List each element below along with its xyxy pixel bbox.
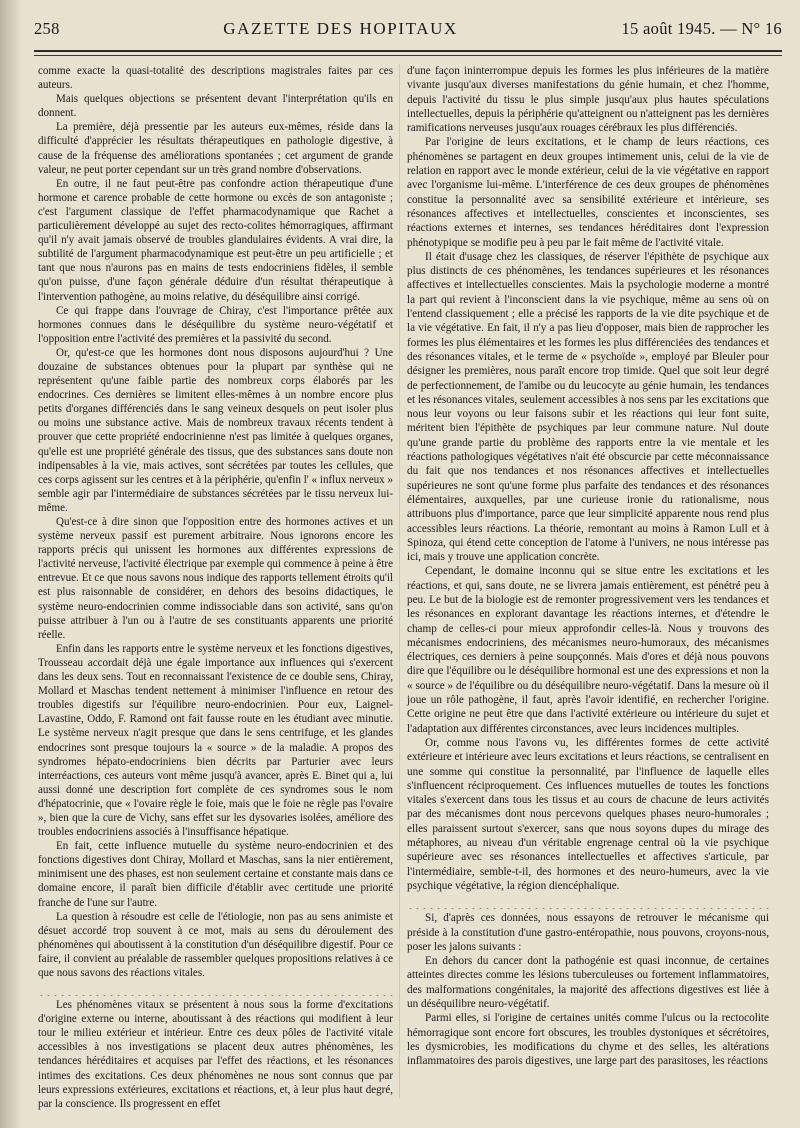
right-column	[407, 64, 769, 1068]
paragraph: Les phénomènes vitaux se présentent à nous sous la forme d'excitations d'origine externe ou interne, aboutissant à des réactions qui modifient à leur tour le milieu extérieur et intérieur. Entre ces deux pôles de l'activité vitale accessibles à nos investigations se placent deux autres phénomènes, les tendances héréditaires et acquises par l'effet des réactions, et les résonances intimes des excitations. Ces deux phénomènes ne nous sont connus que par leurs expressions extérieures, excitations et réactions, et, à leur plus haut degré, par la conscience. Ils progressent en effet	[38, 999, 393, 1110]
paragraph: Par l'origine de leurs excitations, et le champ de leurs réactions, ces phénomènes se partagent en deux groupes intimement unis, celui de la vie de relation en rapport avec le monde extérieur, celui de la vie végétative en rapport avec l'organisme lui-même. L'interférence de ces deux groupes de phénomènes constitue la personnalité avec sa sensibilité extérieure et intérieure, ses résonances affectives et intellectuelles, conscientes et inconscientes, ses réactions externes et internes, ses tendances héréditaires dont l'expression phénotypique se modifie peu à peu par le fait même de l'activité vitale.	[407, 136, 769, 249]
column-divider	[399, 64, 400, 1098]
paragraph: comme exacte la quasi-totalité des descriptions magistrales faites par ces auteurs.	[38, 65, 393, 92]
paragraph: Qu'est-ce à dire sinon que l'opposition entre des hormones actives et un système nerveux passif est purement arbitraire. Nous ignorons encore les rapports précis qui unissent les hormones aux différentes expressions de l'activité nerveuse, l'activité électrique par exemple qui commence à peine à être entrevue. Et ce que nous savons nous indique des rapports tellement étroits qu'il est plus raisonnable de considérer, en dehors des besoins didactiques, le système neuro-endocrinien comme indissociable dans son activité, sans qu'on puisse attribuer à l'un ou à l'autre de ses constituants apparents une priorité réelle.	[38, 516, 393, 641]
paragraph: Or, comme nous l'avons vu, les différentes formes de cette activité extérieure et intérieure avec leurs excitations et leurs réactions, se centralisent en une somme qui constitue la personnalité, par l'influence de laquelle elles s'influencent réciproquement. Ces influences mutuelles de toutes les fonctions vitales s'exercent dans tous les tissus et au cours de chacune de leurs activités par des mécanismes dont nous percevons quelques phases neuro-humorales ; elles paraissent surtout s'exercer, sans que nous soyons dupes du mirage des métaphores, au niveau d'un véritable engrenage central où la vie psychique supérieure avec ses résonances intellectuelles et affectives s'articule, par l'intermédiaire, semble-t-il, des hormones et des neuro-humeurs, avec la vie psychique végétative, la région diencéphalique.	[407, 736, 769, 892]
page-binding-shadow	[0, 0, 22, 1128]
paragraph: d'une façon ininterrompue depuis les formes les plus inférieures de la matière vivante jusqu'aux diverses manifestations du génie humain, et chez l'homme, depuis l'activité du tissu le plus simple jusqu'aux plus hautes spéculations intellectuelles, depuis la périphérie qu'atteignent ou n'atteignent pas les dernières ramifications nerveuses jusqu'aux rouages cérébraux les plus différenciés.	[407, 65, 769, 135]
page-header	[34, 14, 782, 44]
paragraph: La question à résoudre est celle de l'étiologie, non pas au sens animiste et désuet accordé trop souvent à ce mot, mais au sens du déroulement des phénomènes qui aboutissent à la constitution d'un déséquilibre digestif. Pour ce faire, il convient au préalable de rassembler quelques propositions relatives à ce que nous savons des réactions vitales.	[38, 910, 393, 979]
paragraph: La première, déjà pressentie par les auteurs eux-mêmes, réside dans la difficulté d'apprécier les résultats thérapeutiques en pathologie digestive, à cause de la fréquense des améliorations spontanées ; cet argument de grande valeur, ne peut porter cependant sur un très grand nombre d'observations.	[38, 121, 393, 176]
paragraph: Ce qui frappe dans l'ouvrage de Chiray, c'est l'importance prêtée aux hormones connues dans le déséquilibre du système neuro-végétatif et l'opposition entre l'activité des premières et la passivité du second.	[38, 304, 393, 345]
section-separator-dots	[407, 895, 769, 909]
paragraph: Cependant, le domaine inconnu qui se situe entre les excitations et les réactions, et qui, sans doute, ne se livrera jamais entièrement, est pénétré peu à peu. Le but de la biologie est de remonter progressivement vers les tendances et les résonances en explorant davantage les réactions internes, et d'étendre le champ de celles-ci pour mieux approfondir celles-là. Nous y trouvons des mécanismes endocriniens, des mécanismes neuro-humoraux, des mécanismes électriques, ces derniers à peine soupçonnés. Mais d'ores et déjà nous pouvons dire que l'équilibre ou le déséquilibre hormonal est une des expressions et non la « source » de l'équilibre ou du déséquilibre neuro-végétatif. Dans la mesure où il joue un rôle pathogène, il faut, après l'avoir identifié, en rechercher l'origine. Cette origine ne peut être que dans l'activité extérieure ou intérieure du sujet et l'adaptation aux différentes circonstances, avec leurs incidences multiples.	[407, 565, 769, 735]
paragraph: Or, qu'est-ce que les hormones dont nous disposons aujourd'hui ? Une douzaine de substances obtenues pour la plupart par synthèse qui ne représentent qu'une faible partie des nombreux corps élaborés par les endocrines. Ces dernières se limitent elles-mêmes à un nombre encore plus petits d'organes différenciés dans le sang veineux desquels on peut isoler plus ou moins une substance active. Mais de nombreux travaux récents tendent à prouver que cette propriété endocrinienne n'est pas limitée à quelques organes, qu'elle est une propriété générale des tissus, que des substances sans doute non indipensables à la vie, mais actives, sont sécrétées par toutes les cellules, que ces corps agissent sur les centres et à la périphérie, qu'enfin l' « influx nerveux » semble agir par l'intermédiaire de substances sécrétées par le tissu nerveux lui-même.	[38, 346, 393, 514]
paragraph: En fait, cette influence mutuelle du système neuro-endocrinien et des fonctions digestives dont Chiray, Mollard et Maschas, sans la nier entièrement, minimisent une des phases, est non seulement certaine et constante mais dans ce domaine encore, il paraît bien difficile d'établir avec certitude une priorité franche de l'une sur l'autre.	[38, 840, 393, 909]
left-column	[38, 64, 393, 1111]
paragraph: En outre, il ne faut peut-être pas confondre action thérapeutique d'une hormone et carence probable de cette hormone ou excès de son antagoniste ; c'est l'argument classique de l'effet pharmacodynamique que Rachet a particulièrement développé au sujet des recto-colites hémorragiques, affirmant qu'il n'y avait jamais observé de troubles glandulaires évidents. A vrai dire, la subtilité de l'argument pharmacodynamique est peut-être un peu artificielle ; et tant que nous n'aurons pas en mains de tests endocriniens fidèles, il semble qu'on puisse, d'une façon générale déduire d'un résultat thérapeutique à l'intervention pathogène, au moins relative, du déséquilibre ainsi corrigé.	[38, 177, 393, 303]
header-rule-thick	[34, 50, 782, 52]
journal-title: GAZETTE DES HOPITAUX	[223, 19, 458, 38]
header-rule-thin	[34, 55, 782, 56]
paragraph: Enfin dans les rapports entre le système nerveux et les fonctions digestives, Trousseau accordait déjà une égale importance aux influences qui s'exercent dans les deux sens. Tout en reconnaissant l'existence de ce double sens, Chiray, Mollard et Maschas tendent nettement à minimiser l'influence en retour des troubles digestifs sur l'équilibre neuro-endocrinien. Pour eux, Laignel-Lavastine, Oddo, F. Ramond ont fait fausse route en les étudiant avec minutie. Le système nerveux n'agit presque que dans le sens centrifuge, et les glandes endocrines sont presque toujours la « source » de la maladie. A propos des syndromes hépato-endocriniens bien décrits par Parturier avec leurs interréactions, ces auteurs vont même jusqu'à avancer, après E. Binet qui a, lui aussi donné une description fort complète de ces syndromes sous le nom d'hépatocrinie, que « l'ovaire règle le foie, mais que le foie ne règle pas l'ovaire », bien que la cure de Vichy, sans effet sur les dysovaries isolées, améliore des troubles endocriniens associés à l'insuffisance hépatique.	[38, 642, 393, 839]
paragraph: Mais quelques objections se présentent devant l'interprétation qu'ils en donnent.	[38, 93, 393, 120]
paragraph: En dehors du cancer dont la pathogénie est quasi inconnue, de certaines atteintes directes comme les lésions tuberculeuses ou fortement inflammatoires, des malformations congénitales, la majorité des affections digestives est liée à un déséquilibre neuro-végétatif.	[407, 955, 769, 1010]
issue-date: 15 août 1945. — N° 16	[621, 19, 782, 38]
paragraph: Si, d'après ces données, nous essayons de retrouver le mécanisme qui préside à la constitution d'une gastro-entéropathie, nous pouvons, croyons-nous, poser les jalons suivants :	[407, 912, 769, 953]
section-separator-dots	[38, 982, 393, 996]
paragraph: Il était d'usage chez les classiques, de réserver l'épithète de psychique aux plus distincts de ces phénomènes, les tendances supérieures et les résonances affectives et intellectuelles conscientes. Mais la psychologie moderne a montré la part qui revient à l'inconscient dans la vie psychique, même au sens où on l'entend classiquement ; elle a précisé les rapports de la vie dite psychique et de la vie végétative. En fait, il n'y a pas lieu d'opposer, mais bien de rapprocher les formes les plus élémentaires et les formes les plus différenciées des tendances et des résonances vitales, et le terme de « psychoïde », employé par Bleuler pour désigner les premières, nous paraît encore trop timide. Quel que soit leur degré de perfectionnement, de l'amibe ou du leucocyte au génie humain, les tendances et les résonances vitales, seulement accessibles à nos sens par les excitations que nous leur voyons ou leur faisons subir et les réactions qui leur font suite, méritent bien l'épithète de psychiques par leur commune nature. Nul doute qu'une grande partie du problème des rapports entre la vie mentale et les réactions pathologiques végétatives n'ait été obscurcie par cette méconnaissance du fait que nos tendances et nos résonances affectives et intellectuelles supérieures ne sont qu'une forme plus parfaite des tendances et des résonances élémentaires, auxquelles, par une curieuse ironie du rationalisme, nous attribuons plus d'importance, parce que leur simplicité apparente nous rend plus accessibles leurs réactions. La théorie, remontant au moins à Ramon Lull et à Spinoza, qui étend cette conception de l'atome à l'univers, ne nous intéresse pas ici, mais y trouve une application concrète.	[407, 250, 769, 564]
paragraph: Parmi elles, si l'origine de certaines unités comme l'ulcus ou la rectocolite hémorragique sont encore fort obscures, les troubles dystoniques et sécrétoires, les dysmicrobies, les modifications du chyme et des selles, les altérations inflammatoires des parois digestives, une large part des parasitoses, les réactions	[407, 1012, 769, 1068]
page-number: 258	[34, 19, 60, 38]
